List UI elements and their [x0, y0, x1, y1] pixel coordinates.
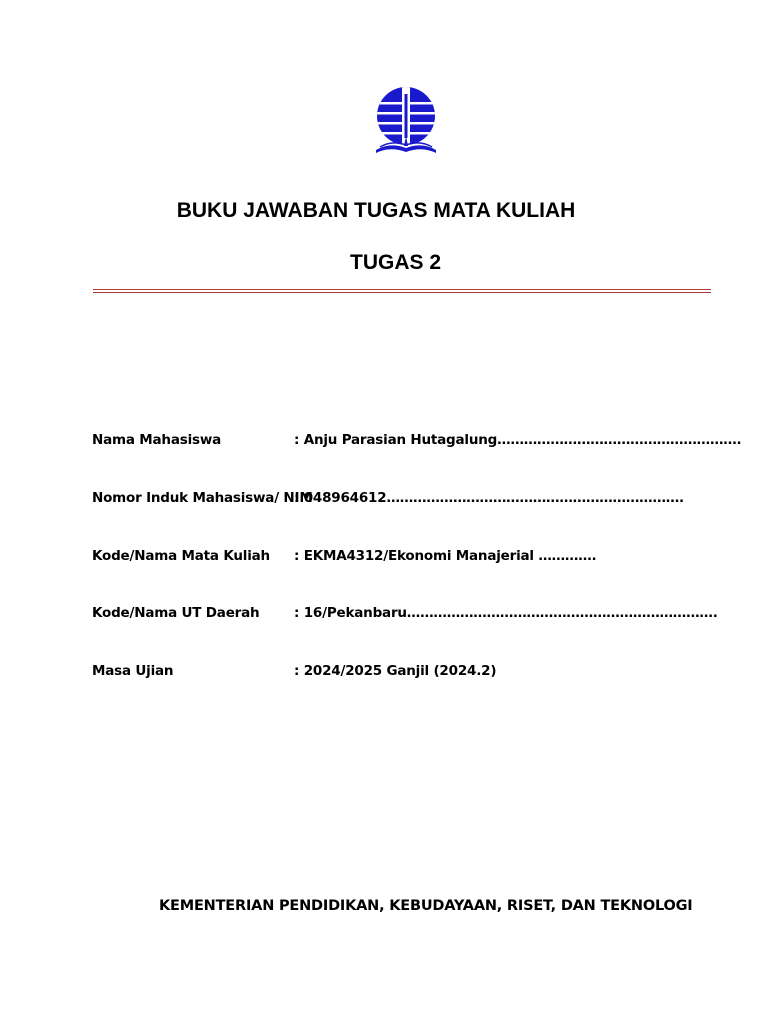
- info-value: : Anju Parasian Hutagalung……………………………………………….: [294, 432, 742, 448]
- document-title: BUKU JAWABAN TUGAS MATA KULIAH: [176, 199, 576, 222]
- info-label: Masa Ujian: [92, 663, 174, 679]
- assignment-number: TUGAS 2: [350, 251, 442, 274]
- university-emblem-icon: [372, 86, 440, 156]
- info-label: Nama Mahasiswa: [92, 432, 222, 448]
- info-label: Kode/Nama Mata Kuliah: [92, 548, 270, 564]
- ministry-footer: KEMENTERIAN PENDIDIKAN, KEBUDAYAAN, RISET, DAN TEKNOLOGI: [159, 898, 693, 914]
- info-label: Nomor Induk Mahasiswa/ NIM: [92, 490, 313, 506]
- info-value: : 048964612………………………………………………………….: [294, 490, 684, 506]
- info-value: : EKMA4312/Ekonomi Manajerial ………….: [294, 548, 597, 564]
- info-value: : 2024/2025 Ganjil (2024.2): [294, 663, 497, 679]
- divider-line: [93, 292, 711, 293]
- info-value: : 16/Pekanbaru…………………………………………………………….: [294, 605, 718, 621]
- info-label: Kode/Nama UT Daerah: [92, 605, 260, 621]
- divider-line: [93, 289, 711, 290]
